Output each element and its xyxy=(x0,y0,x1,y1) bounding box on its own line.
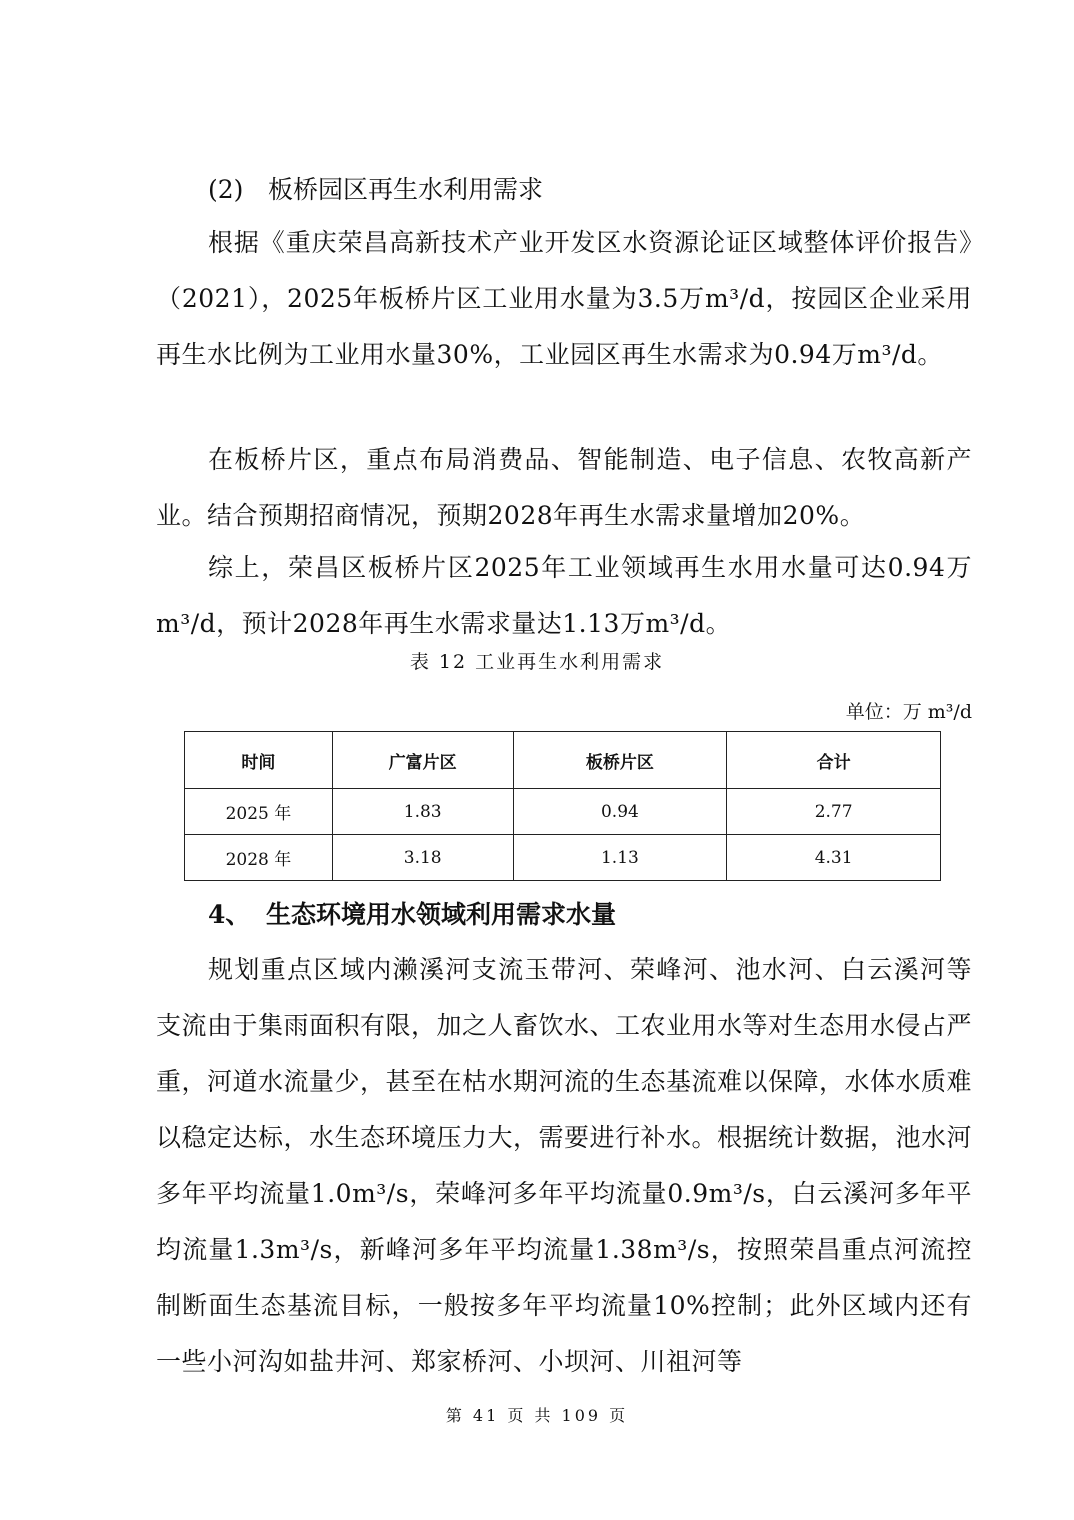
table-cell: 2.77 xyxy=(727,789,941,835)
table-row xyxy=(185,789,941,835)
reclaimed-water-demand-table xyxy=(184,731,941,881)
paragraph-summary: 综上，荣昌区板桥片区2025年工业领域再生水用水量可达0.94万m³/d，预计2028年再生水需求量达1.13万m³/d。 xyxy=(156,553,972,638)
section-2-number: (2) xyxy=(208,175,244,204)
paragraph-report-basis: 根据《重庆荣昌高新技术产业开发区水资源论证区域整体评价报告》（2021），2025年板桥片区工业用水量为3.5万m³/d，按园区企业采用再生水比例为工业用水量30%，工业园区再生水需求为0.94万m³/d。 xyxy=(156,228,972,369)
table-cell: 2028 年 xyxy=(185,835,333,881)
table-header-cell: 板桥片区 xyxy=(513,732,727,789)
section-2-title: 板桥园区再生水利用需求 xyxy=(268,175,544,204)
section-4-number: 4、 xyxy=(208,900,251,929)
table-caption: 表 12 工业再生水利用需求 xyxy=(409,651,665,673)
table-cell: 1.83 xyxy=(332,789,513,835)
table-unit: 单位：万 m³/d xyxy=(845,701,972,723)
section-4-title: 生态环境用水领域利用需求水量 xyxy=(266,900,617,929)
table-cell: 3.18 xyxy=(332,835,513,881)
table-cell: 1.13 xyxy=(513,835,727,881)
page-number-footer: 第 41 页 共 109 页 xyxy=(445,1406,629,1425)
section-4-heading xyxy=(208,895,616,935)
table-cell: 0.94 xyxy=(513,789,727,835)
table-header-cell: 时间 xyxy=(185,732,333,789)
table-header-row xyxy=(185,732,941,789)
table-cell: 2025 年 xyxy=(185,789,333,835)
table-header-cell: 广富片区 xyxy=(332,732,513,789)
table-header-cell: 合计 xyxy=(727,732,941,789)
table-cell: 4.31 xyxy=(727,835,941,881)
table-row xyxy=(185,835,941,881)
paragraph-industry-layout: 在板桥片区，重点布局消费品、智能制造、电子信息、农牧高新产业。结合预期招商情况，预期2028年再生水需求量增加20%。 xyxy=(156,445,972,530)
paragraph-ecological-water: 规划重点区域内濑溪河支流玉带河、荣峰河、池水河、白云溪河等支流由于集雨面积有限，加之人畜饮水、工农业用水等对生态用水侵占严重，河道水流量少，甚至在枯水期河流的生态基流难以保障，水体水质难以稳定达标，水生态环境压力大，需要进行补水。根据统计数据，池水河多年平均流量1.0m³/s，荣峰河多年平均流量0.9m³/s，白云溪河多年平均流量1.3m³/s，新峰河多年平均流量1.38m³/s，按照荣昌重点河流控制断面生态基流目标，一般按多年平均流量10%控制；此外区域内还有一些小河沟如盐井河、郑家桥河、小坝河、川祖河等 xyxy=(156,955,973,1376)
section-2-heading xyxy=(208,170,543,210)
